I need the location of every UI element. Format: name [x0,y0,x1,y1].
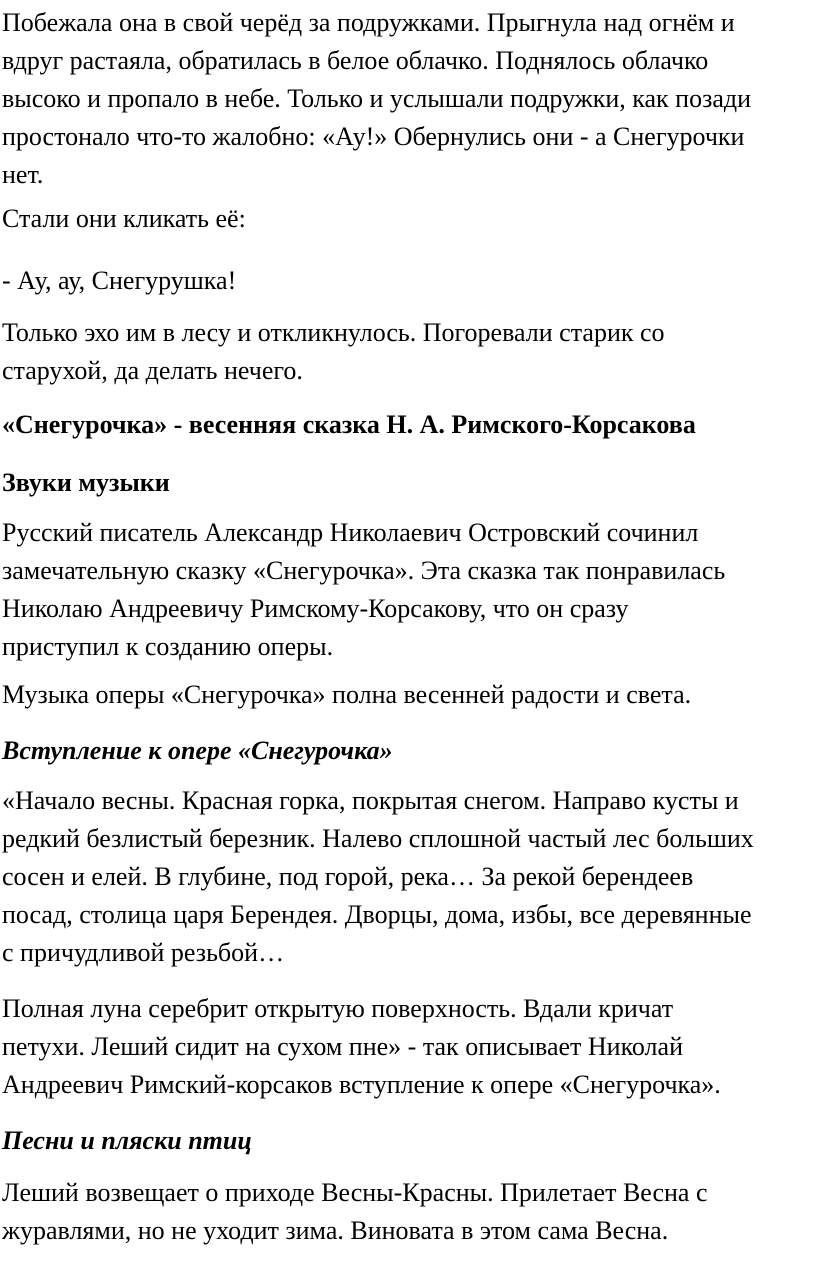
text-line: простонало что-то жалобно: «Ау!» Обернулись они - а Снегурочки [2,122,745,151]
text-line: «Снегурочка» - весенняя сказка Н. А. Римского-Корсакова [2,410,696,439]
paragraph [2,990,721,1104]
text-line: старухой, да делать нечего. [2,356,303,385]
paragraph [2,262,236,300]
text-line: журавлями, но не уходит зима. Виновата в этом сама Весна. [2,1216,669,1245]
text-line: высоко и пропало в небе. Только и услышали подружки, как позади [2,84,752,113]
heading [2,406,696,444]
heading [2,732,393,770]
paragraph [2,676,691,714]
text-line: Песни и пляски птиц [2,1126,252,1155]
paragraph [2,200,246,238]
text-line: Леший возвещает о приходе Весны-Красны. Прилетает Весна с [2,1178,708,1207]
paragraph [2,4,751,194]
text-line: сосен и елей. В глубине, под горой, река… За рекой берендеев [2,862,694,891]
text-line: Только эхо им в лесу и откликнулось. Погоревали старик со [2,318,665,347]
text-line: нет. [2,160,44,189]
text-line: вдруг растаяла, обратилась в белое облачко. Поднялось облачко [2,46,709,75]
text-line: Николаю Андреевичу Римскому-Корсакову, что он сразу [2,594,629,623]
text-line: Полная луна серебрит открытую поверхность. Вдали кричат [2,994,674,1023]
heading [2,1122,252,1160]
text-line: Стали они кликать её: [2,204,246,233]
text-line: Звуки музыки [2,468,170,497]
paragraph [2,514,725,666]
text-line: Вступление к опере «Снегурочка» [2,736,393,765]
text-line: Музыка оперы «Снегурочка» полна весенней радости и света. [2,680,692,709]
text-line: редкий безлистый березник. Налево сплошной частый лес больших [2,824,754,853]
text-line: Русский писатель Александр Николаевич Островский сочинил [2,518,699,547]
text-line: замечательную сказку «Снегурочка». Эта сказка так понравилась [2,556,726,585]
text-line: петухи. Леший сидит на сухом пне» - так описывает Николай [2,1032,683,1061]
text-line: с причудливой резьбой… [2,938,285,967]
paragraph [2,314,665,390]
text-line: «Начало весны. Красная горка, покрытая снегом. Направо кусты и [2,786,739,815]
heading [2,464,170,502]
text-line: посад, столица царя Берендея. Дворцы, дома, избы, все деревянные [2,900,752,929]
text-line: - Ау, ау, Снегурушка! [2,266,237,295]
text-line: Побежала она в свой черёд за подружками. Прыгнула над огнём и [2,8,735,37]
paragraph [2,782,754,972]
text-line: приступил к созданию оперы. [2,632,334,661]
paragraph [2,1174,708,1250]
text-line: Андреевич Римский-корсаков вступление к опере «Снегурочка». [2,1070,721,1099]
